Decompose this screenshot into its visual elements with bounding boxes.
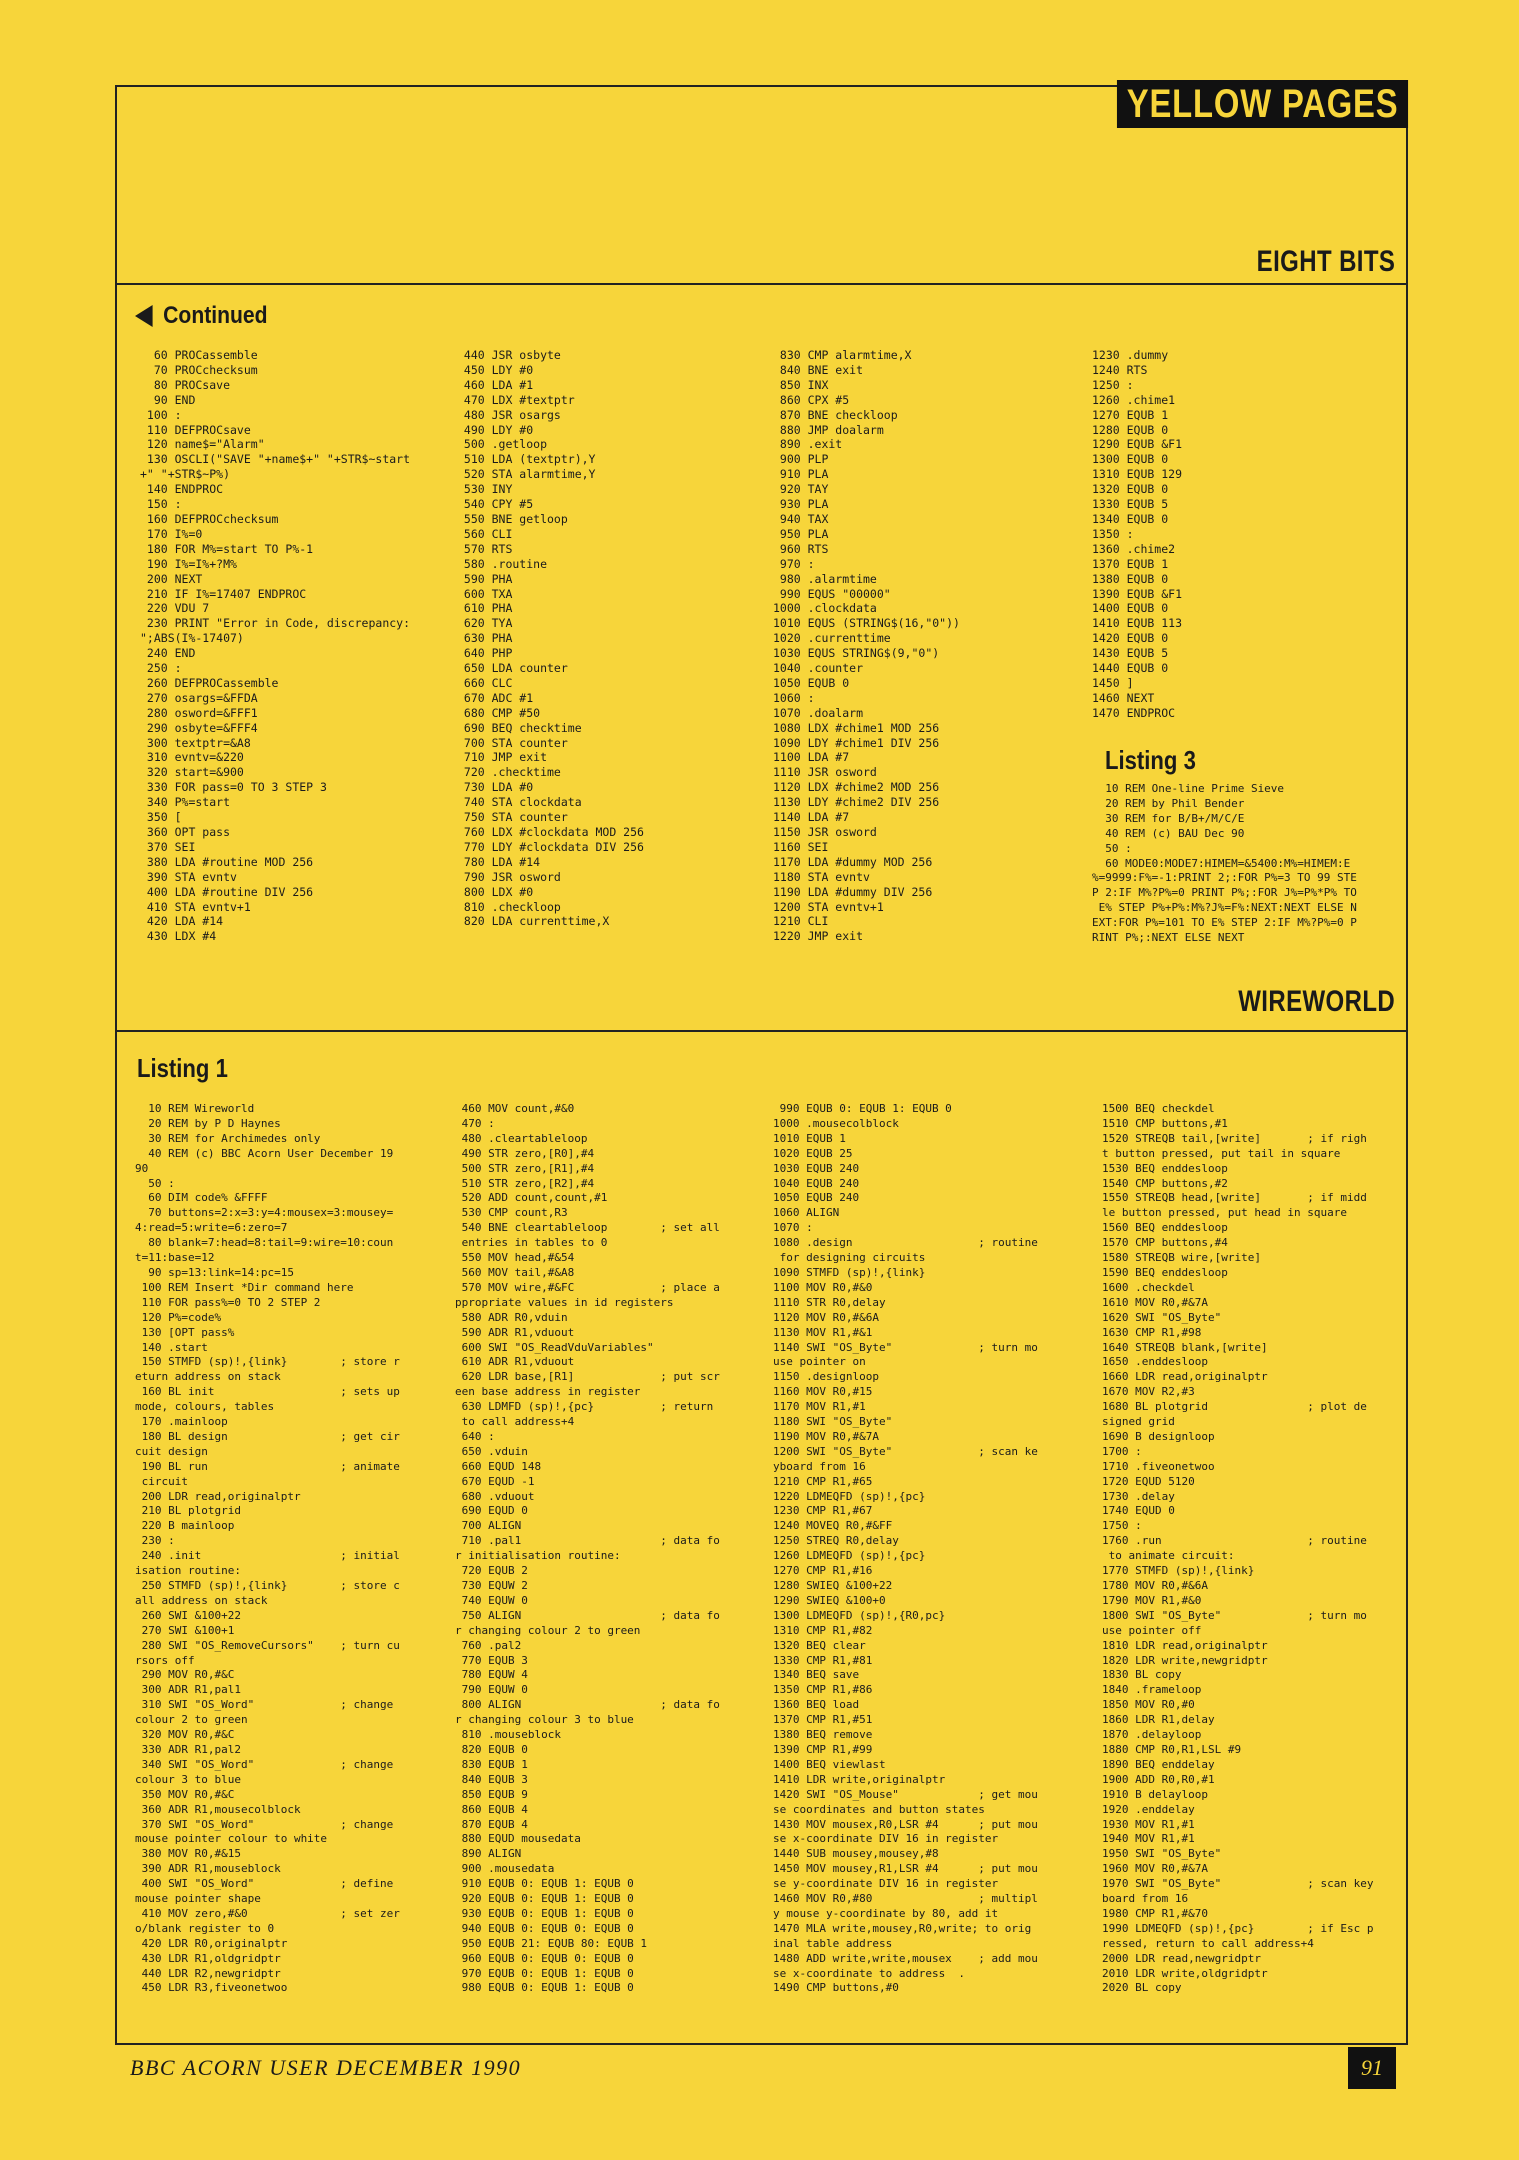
yellow-pages-banner: YELLOW PAGES bbox=[1117, 80, 1408, 128]
section-wireworld: WIREWORLD bbox=[1238, 985, 1395, 1018]
listing3-title: Listing 3 bbox=[1105, 745, 1196, 775]
divider-top bbox=[115, 283, 1408, 285]
wireworld-col4: 1500 BEQ checkdel 1510 CMP buttons,#1 1520 STREQB tail,[write] ; if righ t button pressed, put tail in square 1530 BEQ enddesloop 1540 CMP buttons,#2 1550 STREQB head,[write] ; if midd le button pressed, put head in square 1560 BEQ enddesloop 1570 CMP buttons,#4 1580 STREQB wire,[write] 1590 BEQ enddesloop 1600 .checkdel 1610 MOV R0,#&7A 1620 SWI "OS_Byte" 1630 CMP R1,#98 1640 STREQB blank,[write] 1650 .enddesloop 1660 LDR read,originalptr 1670 MOV R2,#3 1680 BL plotgrid ; plot de signed grid 1690 B designloop 1700 : 1710 .fiveonetwoo 1720 EQUD 5120 1730 .delay 1740 EQUD 0 1750 : 1760 .run ; routine to animate circuit: 1770 STMFD (sp)!,{link} 1780 MOV R0,#&6A 1790 MOV R1,#&0 1800 SWI "OS_Byte" ; turn mo use pointer off 1810 LDR read,originalptr 1820 LDR write,newgridptr 1830 BL copy 1840 .frameloop 1850 MOV R0,#0 1860 LDR R1,delay 1870 .delayloop 1880 CMP R0,R1,LSL #9 1890 BEQ enddelay 1900 ADD R0,R0,#1 1910 B delayloop 1920 .enddelay 1930 MOV R1,#1 1940 MOV R1,#1 1950 SWI "OS_Byte" 1960 MOV R0,#&7A 1970 SWI "OS_Byte" ; scan key board from 16 1980 CMP R1,#&70 1990 LDMEQFD (sp)!,{pc} ; if Esc p ressed, return to call address+4 2000 LDR read,newgridptr 2010 LDR write,oldgridptr 2020 BL copy bbox=[1102, 1102, 1374, 1995]
wireworld-col1: 10 REM Wireworld 20 REM by P D Haynes 30 REM for Archimedes only 40 REM (c) BBC Acorn User December 19 90 50 : 60 DIM code% &FFFF 70 buttons=2:x=3:y=4:mousex=3:mousey= 4:read=5:write=6:zero=7 80 blank=7:head=8:tail=9:wire=10:coun t=11:base=12 90 sp=13:link=14:pc=15 100 REM Insert *Dir command here 110 FOR pass%=0 TO 2 STEP 2 120 P%=code% 130 [OPT pass% 140 .start 150 STMFD (sp)!,{link} ; store r eturn address on stack 160 BL init ; sets up mode, colours, tables 170 .mainloop 180 BL design ; get cir cuit design 190 BL run ; animate circuit 200 LDR read,originalptr 210 BL plotgrid 220 B mainloop 230 : 240 .init ; initial isation routine: 250 STMFD (sp)!,{link} ; store c all address on stack 260 SWI &100+22 270 SWI &100+1 280 SWI "OS_RemoveCursors" ; turn cu rsors off 290 MOV R0,#&C 300 ADR R1,pal1 310 SWI "OS_Word" ; change colour 2 to green 320 MOV R0,#&C 330 ADR R1,pal2 340 SWI "OS_Word" ; change colour 3 to blue 350 MOV R0,#&C 360 ADR R1,mousecolblock 370 SWI "OS_Word" ; change mouse pointer colour to white 380 MOV R0,#&15 390 ADR R1,mouseblock 400 SWI "OS_Word" ; define mouse pointer shape 410 MOV zero,#&0 ; set zer o/blank register to 0 420 LDR R0,originalptr 430 LDR R1,oldgridptr 440 LDR R2,newgridptr 450 LDR R3,fiveonetwoo bbox=[135, 1102, 400, 1995]
divider-mid bbox=[115, 1030, 1408, 1032]
wireworld-col3: 990 EQUB 0: EQUB 1: EQUB 0 1000 .mousecolblock 1010 EQUB 1 1020 EQUB 25 1030 EQUB 240 1040 EQUB 240 1050 EQUB 240 1060 ALIGN 1070 : 1080 .design ; routine for designing circuits 1090 STMFD (sp)!,{link} 1100 MOV R0,#&0 1110 STR R0,delay 1120 MOV R0,#&6A 1130 MOV R1,#&1 1140 SWI "OS_Byte" ; turn mo use pointer on 1150 .designloop 1160 MOV R0,#15 1170 MOV R1,#1 1180 SWI "OS_Byte" 1190 MOV R0,#&7A 1200 SWI "OS_Byte" ; scan ke yboard from 16 1210 CMP R1,#65 1220 LDMEQFD (sp)!,{pc} 1230 CMP R1,#67 1240 MOVEQ R0,#&FF 1250 STREQ R0,delay 1260 LDMEQFD (sp)!,{pc} 1270 CMP R1,#16 1280 SWIEQ &100+22 1290 SWIEQ &100+0 1300 LDMEQFD (sp)!,{R0,pc} 1310 CMP R1,#82 1320 BEQ clear 1330 CMP R1,#81 1340 BEQ save 1350 CMP R1,#86 1360 BEQ load 1370 CMP R1,#51 1380 BEQ remove 1390 CMP R1,#99 1400 BEQ viewlast 1410 LDR write,originalptr 1420 SWI "OS_Mouse" ; get mou se coordinates and button states 1430 MOV mousex,R0,LSR #4 ; put mou se x-coordinate DIV 16 in register 1440 SUB mousey,mousey,#8 1450 MOV mousey,R1,LSR #4 ; put mou se y-coordinate DIV 16 in register 1460 MOV R0,#80 ; multipl y mouse y-coordinate by 80, add it 1470 MLA write,mousey,R0,write; to orig inal table address 1480 ADD write,write,mousex ; add mou se x-coordinate to address . 1490 CMP buttons,#0 bbox=[773, 1102, 1038, 1995]
eight-bits-col4: 1230 .dummy 1240 RTS 1250 : 1260 .chime1 1270 EQUB 1 1280 EQUB 0 1290 EQUB &F1 1300 EQUB 0 1310 EQUB 129 1320 EQUB 0 1330 EQUB 5 1340 EQUB 0 1350 : 1360 .chime2 1370 EQUB 1 1380 EQUB 0 1390 EQUB &F1 1400 EQUB 0 1410 EQUB 113 1420 EQUB 0 1430 EQUB 5 1440 EQUB 0 1450 ] 1460 NEXT 1470 ENDPROC bbox=[1092, 348, 1183, 720]
listing1-title: Listing 1 bbox=[137, 1053, 228, 1083]
eight-bits-col3: 830 CMP alarmtime,X 840 BNE exit 850 INX 860 CPX #5 870 BNE checkloop 880 JMP doalarm 890 .exit 900 PLP 910 PLA 920 TAY 930 PLA 940 TAX 950 PLA 960 RTS 970 : 980 .alarmtime 990 EQUS "00000" 1000 .clockdata 1010 EQUS (STRING$(16,"0")) 1020 .currenttime 1030 EQUS STRING$(9,"0") 1040 .counter 1050 EQUB 0 1060 : 1070 .doalarm 1080 LDX #chime1 MOD 256 1090 LDY #chime1 DIV 256 1100 LDA #7 1110 JSR osword 1120 LDX #chime2 MOD 256 1130 LDY #chime2 DIV 256 1140 LDA #7 1150 JSR osword 1160 SEI 1170 LDA #dummy MOD 256 1180 STA evntv 1190 LDA #dummy DIV 256 1200 STA evntv+1 1210 CLI 1220 JMP exit bbox=[773, 348, 960, 944]
eight-bits-col2: 440 JSR osbyte 450 LDY #0 460 LDA #1 470 LDX #textptr 480 JSR osargs 490 LDY #0 500 .getloop 510 LDA (textptr),Y 520 STA alarmtime,Y 530 INY 540 CPY #5 550 BNE getloop 560 CLI 570 RTS 580 .routine 590 PHA 600 TXA 610 PHA 620 TYA 630 PHA 640 PHP 650 LDA counter 660 CLC 670 ADC #1 680 CMP #50 690 BEQ checktime 700 STA counter 710 JMP exit 720 .checktime 730 LDA #0 740 STA clockdata 750 STA counter 760 LDX #clockdata MOD 256 770 LDY #clockdata DIV 256 780 LDA #14 790 JSR osword 800 LDX #0 810 .checkloop 820 LDA currenttime,X bbox=[463, 348, 644, 929]
arrow-left-icon bbox=[135, 305, 153, 327]
footer-publication: BBC ACORN USER DECEMBER 1990 bbox=[130, 2055, 522, 2080]
continued-label bbox=[135, 302, 268, 330]
page-number: 91 bbox=[1348, 2047, 1396, 2089]
continued-text: Continued bbox=[163, 302, 268, 329]
section-eight-bits: EIGHT BITS bbox=[1256, 245, 1395, 278]
wireworld-col2: 460 MOV count,#&0 470 : 480 .cleartableloop 490 STR zero,[R0],#4 500 STR zero,[R1],#4 510 STR zero,[R2],#4 520 ADD count,count,#1 530 CMP count,R3 540 BNE cleartableloop ; set all entries in tables to 0 550 MOV head,#&54 560 MOV tail,#&A8 570 MOV wire,#&FC ; place a ppropriate values in id registers 580 ADR R0,vduin 590 ADR R1,vduout 600 SWI "OS_ReadVduVariables" 610 ADR R1,vduout 620 LDR base,[R1] ; put scr een base address in register 630 LDMFD (sp)!,{pc} ; return to call address+4 640 : 650 .vduin 660 EQUD 148 670 EQUD -1 680 .vduout 690 EQUD 0 700 ALIGN 710 .pal1 ; data fo r initialisation routine: 720 EQUB 2 730 EQUW 2 740 EQUW 0 750 ALIGN ; data fo r changing colour 2 to green 760 .pal2 770 EQUB 3 780 EQUW 4 790 EQUW 0 800 ALIGN ; data fo r changing colour 3 to blue 810 .mouseblock 820 EQUB 0 830 EQUB 1 840 EQUB 3 850 EQUB 9 860 EQUB 4 870 EQUB 4 880 EQUD mousedata 890 ALIGN 900 .mousedata 910 EQUB 0: EQUB 1: EQUB 0 920 EQUB 0: EQUB 1: EQUB 0 930 EQUB 0: EQUB 1: EQUB 0 940 EQUB 0: EQUB 0: EQUB 0 950 EQUB 21: EQUB 80: EQUB 1 960 EQUB 0: EQUB 0: EQUB 0 970 EQUB 0: EQUB 1: EQUB 0 980 EQUB 0: EQUB 1: EQUB 0 bbox=[455, 1102, 720, 1995]
eight-bits-col1: 60 PROCassemble 70 PROCchecksum 80 PROCsave 90 END 100 : 110 DEFPROCsave 120 name$="Alarm" 130 OSCLI("SAVE "+name$+" "+STR$~start +" "+STR$~P%) 140 ENDPROC 150 : 160 DEFPROCchecksum 170 I%=0 180 FOR M%=start TO P%-1 190 I%=I%+?M% 200 NEXT 210 IF I%=17407 ENDPROC 220 VDU 7 230 PRINT "Error in Code, discrepancy: ";ABS(I%-17407) 240 END 250 : 260 DEFPROCassemble 270 osargs=&FFDA 280 osword=&FFF1 290 osbyte=&FFF4 300 textptr=&A8 310 evntv=&220 320 start=&900 330 FOR pass=0 TO 3 STEP 3 340 P%=start 350 [ 360 OPT pass 370 SEI 380 LDA #routine MOD 256 390 STA evntv 400 LDA #routine DIV 256 410 STA evntv+1 420 LDA #14 430 LDX #4 bbox=[140, 348, 411, 944]
listing3-code: 10 REM One-line Prime Sieve 20 REM by Phil Bender 30 REM for B/B+/M/C/E 40 REM (c) BAU Dec 90 50 : 60 MODE0:MODE7:HIMEM=&5400:M%=HIMEM:E %=9999:F%=-1:PRINT 2;:FOR P%=3 TO 99 STE P 2:IF M%?P%=0 PRINT P%;:FOR J%=P%*P% TO E% STEP P%+P%:M%?J%=F%:NEXT:NEXT ELSE N EXT:FOR P%=101 TO E% STEP 2:IF M%?P%=0 P RINT P%;:NEXT ELSE NEXT bbox=[1092, 782, 1357, 945]
